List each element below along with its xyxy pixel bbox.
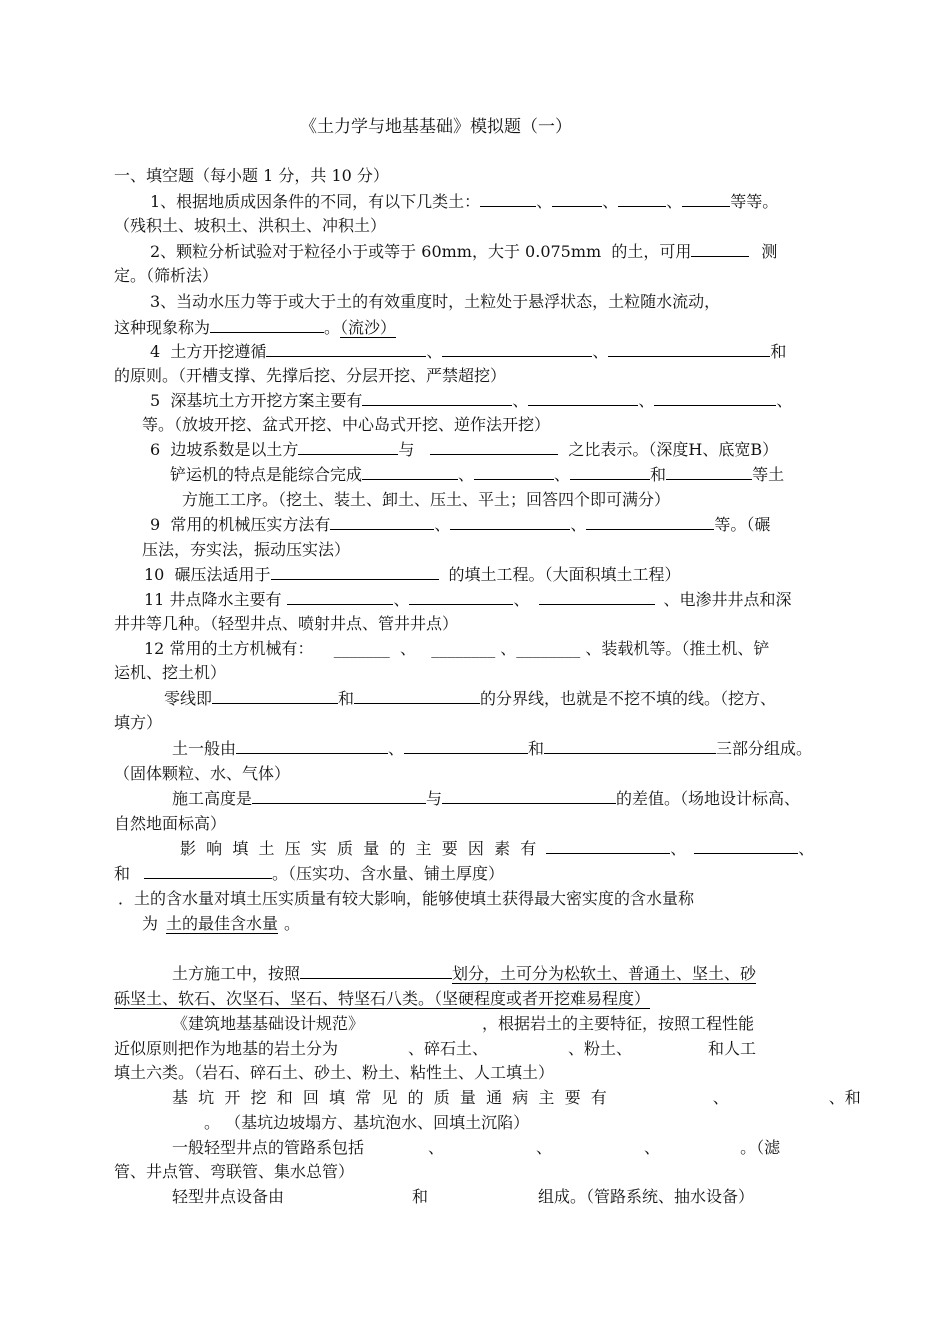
- q21-stem: 一般轻型井点的管路系包括: [172, 1138, 365, 1157]
- q22-text: [172, 1187, 754, 1207]
- q4-answer: 的原则。（开槽支撑、先撑后挖、分层开挖、严禁超挖）: [114, 366, 507, 385]
- q1-answer: （残积土、坡积土、洪积土、冲积土）: [114, 216, 387, 235]
- separator: 、: [798, 839, 815, 858]
- answer-blank: [586, 515, 714, 530]
- q19-option: 、碎石土、: [408, 1039, 489, 1058]
- q1-stem: 1、根据地质成因条件的不同，有以下几类土：: [150, 192, 481, 211]
- q17-text: ．土的含水量对填土压实质量有较大影响，能够使填土获得最大密实度的含水量称: [118, 889, 695, 908]
- q19-option: 、粉土、: [568, 1039, 633, 1058]
- q4-text: [150, 342, 786, 362]
- q17-text-2: [142, 914, 300, 934]
- answer-blank: [271, 565, 439, 580]
- q6-end: 之比表示。（深度H、底宽B）: [568, 440, 779, 459]
- q9-stem: 9 常用的机械压实方法有: [150, 515, 331, 534]
- answer-blank: [236, 739, 388, 754]
- q10-text: [144, 565, 681, 585]
- separator: 、: [644, 1138, 661, 1157]
- q14-end: 三部分组成。: [716, 739, 813, 758]
- separator: 、: [426, 342, 443, 361]
- answer-blank: [298, 440, 398, 455]
- answer-blank: [474, 465, 554, 480]
- q3-text: 3、当动水压力等于或大于土的有效重度时，土粒处于悬浮状态，土粒随水流动，: [150, 292, 721, 311]
- q7-answer: 方施工工序。（挖土、装土、卸土、压土、平土；回答四个即可满分）: [182, 490, 671, 509]
- q18-stem: 土方施工中，按照: [172, 964, 301, 983]
- answer-blank: [618, 192, 666, 207]
- answer-blank: [362, 465, 458, 480]
- q11-stem: 11 井点降水主要有: [144, 590, 282, 609]
- answer-blank: [266, 342, 426, 357]
- separator: 、: [666, 192, 683, 211]
- q14-and: 和: [528, 739, 545, 758]
- q13-stem: 零线即: [164, 689, 213, 708]
- q11-end: 、电渗井井点和深: [663, 590, 792, 609]
- answer-blank: [666, 465, 752, 480]
- q20-answer: 。 （基坑边坡塌方、基坑泡水、回填土沉陷）: [204, 1113, 530, 1132]
- q4-stem: 4 土方开挖遵循: [150, 342, 267, 361]
- answer-blank: [362, 391, 512, 406]
- q6-text: [150, 440, 778, 460]
- answer-blank: [691, 242, 749, 257]
- q10-stem: 10 碾压法适用于: [144, 565, 271, 584]
- q2-stem-end: 测: [761, 242, 778, 261]
- q14-text: [172, 739, 812, 759]
- q7-and: 和: [650, 465, 667, 484]
- q19-text-2: [114, 1039, 756, 1059]
- q13-text: [164, 689, 776, 709]
- answer-blank: [300, 964, 452, 979]
- q15-end: 的差值。（场地设计标高、: [616, 789, 801, 808]
- answer-blank: [442, 789, 616, 804]
- separator: 、: [512, 391, 529, 410]
- answer-blank: [546, 839, 670, 854]
- q22-stem: 轻型井点设备由: [172, 1187, 285, 1206]
- answer-blank: [252, 789, 426, 804]
- answer-blank: [528, 391, 638, 406]
- answer-blank: [144, 864, 272, 879]
- separator: 、: [393, 590, 410, 609]
- q15-answer: 自然地面标高）: [114, 814, 227, 833]
- q14-stem: 土一般由: [172, 739, 237, 758]
- answer-blank: [330, 515, 434, 530]
- q13-answer: 填方）: [114, 713, 163, 732]
- answer-blank: [552, 192, 602, 207]
- q3-answer: （流沙）: [340, 318, 397, 337]
- q5-stem: 5 深基坑土方开挖方案主要有: [150, 391, 363, 410]
- answer-blank: [654, 391, 776, 406]
- answer-blank: [539, 590, 655, 605]
- q21-text: [172, 1138, 780, 1158]
- q12-answer: 运机、挖土机）: [114, 663, 227, 682]
- answer-blank: [480, 192, 536, 207]
- q21-answer: 管、井点管、弯联管、集水总管）: [114, 1162, 355, 1181]
- q22-and: 和: [412, 1187, 429, 1206]
- q10-end: 的填土工程。（大面积填土工程）: [448, 565, 681, 584]
- q19-stem-2: ，根据岩土的主要特征，按照工程性能: [482, 1014, 755, 1033]
- q16-stem: 影 响 填 土 压 实 质 量 的 主 要 因 素 有: [180, 839, 537, 858]
- q13-and: 和: [338, 689, 355, 708]
- q21-end: 。（滤: [740, 1138, 781, 1157]
- q15-stem: 施工高度是: [172, 789, 253, 808]
- q9-end: 等。（碾: [714, 515, 771, 534]
- q16-and: 和: [114, 864, 131, 883]
- q16-text: [180, 839, 814, 859]
- q19-stem-3: 近似原则把作为地基的岩土分为: [114, 1039, 339, 1058]
- q14-answer: （固体颗粒、水、气体）: [114, 764, 291, 783]
- q6-stem: 6 边坡系数是以土方: [150, 440, 299, 459]
- q19-stem: 《建筑地基基础设计规范》: [172, 1014, 365, 1033]
- q16-text-2: [114, 864, 504, 884]
- q17-stem: 为: [142, 914, 159, 933]
- q11-text: [144, 590, 792, 610]
- q5-text: [150, 391, 792, 411]
- separator: 、: [712, 1088, 729, 1107]
- q4-and: 和: [770, 342, 787, 361]
- q3-text-2: [114, 318, 396, 338]
- answer-blank: [409, 590, 513, 605]
- answer-blank: [694, 839, 798, 854]
- separator: 、: [458, 465, 475, 484]
- q7-stem: 铲运机的特点是能综合完成: [170, 465, 363, 484]
- q7-text: [170, 465, 784, 485]
- separator: 、: [602, 192, 619, 211]
- q15-and: 与: [426, 789, 443, 808]
- q1-text: [150, 192, 778, 212]
- answer-blank: [450, 515, 570, 530]
- q19-answer: 填土六类。（岩石、碎石土、砂土、粉土、粘性土、人工填土）: [114, 1063, 555, 1082]
- q9-text: [150, 515, 770, 535]
- separator: 、: [592, 342, 609, 361]
- answer-blank: [442, 342, 592, 357]
- q22-answer: 组成。（管路系统、抽水设备）: [538, 1187, 755, 1206]
- separator: 、: [536, 192, 553, 211]
- q9-answer: 压法，夯实法，振动压实法）: [142, 540, 351, 559]
- q20-end: 、和: [828, 1088, 861, 1107]
- separator: 、: [428, 1138, 445, 1157]
- q2-stem: 2、颗粒分析试验对于粒径小于或等于 60mm，大于 0.075mm 的土，可用: [150, 242, 692, 261]
- separator: 、: [638, 391, 655, 410]
- answer-blank: [682, 192, 730, 207]
- q16-answer: 。（压实功、含水量、铺土厚度）: [272, 864, 505, 883]
- separator: 、: [776, 391, 793, 410]
- answer-blank: [287, 590, 393, 605]
- q20-stem: 基 坑 开 挖 和 回 填 常 见 的 质 量 通 病 主 要 有: [172, 1088, 607, 1107]
- q18-text: [172, 964, 756, 984]
- q3-end: 。: [324, 318, 341, 337]
- q19-text: [172, 1014, 754, 1034]
- answer-blank: [430, 440, 558, 455]
- answer-blank: [404, 739, 528, 754]
- separator: 、: [513, 590, 530, 609]
- q12-text: 12 常用的土方机械有： _______ 、 ________ 、________ 、装载机等。（推土机、铲: [144, 639, 770, 658]
- q18-text-2: [114, 989, 650, 1009]
- answer-blank: [354, 689, 480, 704]
- answer-blank: [210, 318, 324, 333]
- q2-answer: 定。（筛析法）: [114, 266, 219, 285]
- answer-blank: [570, 465, 650, 480]
- q13-end: 的分界线，也就是不挖不填的线。（挖方、: [480, 689, 777, 708]
- separator: 、: [434, 515, 451, 534]
- separator: 、: [570, 515, 587, 534]
- q2-text: [150, 242, 777, 262]
- q1-end: 等等。: [730, 192, 779, 211]
- q18-answer: 砾坚土、软石、次坚石、坚石、特坚石八类。（坚硬程度或者开挖难易程度）: [114, 989, 651, 1008]
- answer-blank: [212, 689, 338, 704]
- q19-option: 和人工: [708, 1039, 757, 1058]
- separator: 、: [388, 739, 405, 758]
- answer-blank: [544, 739, 716, 754]
- separator: 、: [670, 839, 687, 858]
- q3-stem: 这种现象称为: [114, 318, 211, 337]
- section-heading: 一、填空题（每小题 1 分，共 10 分）: [114, 166, 389, 185]
- q5-answer: 等。（放坡开挖、盆式开挖、中心岛式开挖、逆作法开挖）: [142, 415, 551, 434]
- q11-answer: 井井等几种。（轻型井点、喷射井点、管井井点）: [114, 614, 459, 633]
- document-title: 《土力学与地基基础》模拟题（一）: [300, 117, 572, 137]
- q6-and: 与: [398, 440, 415, 459]
- q18-answer-part: 划分，土可分为松软土、普通土、坚土、砂: [452, 964, 757, 983]
- q17-end: 。: [284, 914, 301, 933]
- answer-blank: [608, 342, 770, 357]
- q20-text: [172, 1088, 861, 1108]
- q17-answer: 土的最佳含水量: [166, 914, 279, 933]
- q15-text: [172, 789, 800, 809]
- separator: 、: [554, 465, 571, 484]
- q7-end: 等土: [752, 465, 785, 484]
- separator: 、: [536, 1138, 553, 1157]
